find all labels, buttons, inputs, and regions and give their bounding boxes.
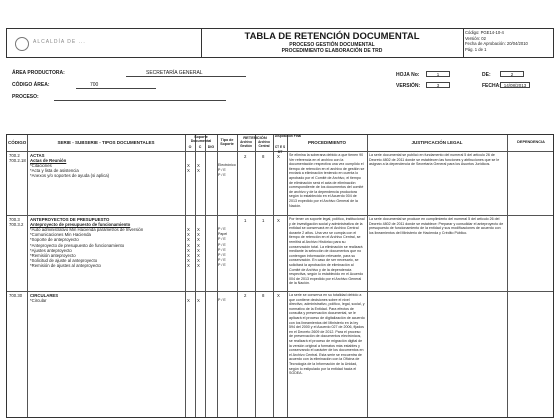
date-label: FECHA:: [482, 83, 501, 89]
row1-copy: X X: [197, 163, 200, 174]
process-subtitle: PROCESO GESTIÓN DOCUMENTAL: [289, 42, 375, 48]
row2-procedure: Por tener un soporte legal, político, institucional y de investigación social y administrativa de la entidad se conservará en el Archivo Central durante 2 años. Una vez se cumpla con el tiempo de retención en el Archivo Central, se remitirá al Archivo Histórico para su conservación total. La eliminación se realizará mediante la selección de documentos que no contengan información relevante, para su conservación. En caso de ser necesario, se solicitará la aprobación de eliminación al Comité de Archivo y de la dependencia respectiva, según lo establecido en el Acuerdo 004 de 2013 expedido por el Archivo General de la Nación.: [289, 217, 365, 286]
row2-series: ANTEPROYECTOS DE PRESUPUESTO: [30, 217, 110, 222]
row2-legal: La serie documental se produce en cumplimiento del numeral 5 del artículo 26 del Decreto 4802 de 2011 donde se establece: Preparar y consolidar el anteproyecto de presupuesto de funcionamiento de la entidad y sus modificaciones de acuerdo con los lineamientos del Ministerio de Hacienda y Crédito Público.: [369, 217, 504, 235]
row3-series: CIRCULARES: [30, 293, 59, 298]
version-value: 3: [426, 82, 450, 88]
row1-original: X X: [187, 163, 190, 174]
sheet-label: HOJA No:: [396, 72, 420, 78]
row1-subseries: Actas de Reunión: [30, 158, 67, 163]
col-support-dig: DIG: [207, 145, 215, 149]
code-label: CÓDIGO ÁREA:: [12, 82, 50, 88]
row3-ret-central: 8: [262, 293, 265, 298]
row2-disp-ct: X: [277, 218, 280, 223]
col-ret-gestion: Archivo Gestión: [240, 140, 252, 148]
row3-types: *Circular: [30, 298, 47, 303]
row1-ret-gestion: 2: [244, 154, 247, 159]
header-metadata: [465, 30, 528, 52]
header-title-block: [201, 29, 464, 57]
meta-code: Código: PGE14-10-4: [465, 30, 504, 35]
row2-original: X X X X X X X X: [187, 227, 190, 269]
col-support-o: O: [188, 145, 192, 149]
of-value: 2: [500, 71, 524, 77]
row1-code: 700.2: [9, 153, 20, 158]
logo-area: [7, 29, 202, 57]
col-support-type: Tipo de Soporte: [220, 138, 234, 147]
code-value: 700: [90, 82, 99, 88]
row1-subcode: 700.2.18: [9, 158, 26, 163]
col-final-disposition: Disposición Final: [274, 134, 302, 138]
col-retention: RETENCIÓN: [243, 135, 267, 140]
area-label: ÁREA PRODUCTORA:: [12, 70, 65, 76]
col-support: Soporte Documental: [190, 135, 212, 143]
meta-version: Versión: 02: [465, 35, 486, 41]
row3-copy: X: [197, 298, 200, 303]
col-procedure: PROCEDIMIENTO: [308, 140, 346, 145]
area-value: SECRETARÍA GENERAL: [146, 70, 203, 76]
row1-types: *Citaciones *Acta y lista de asistencia *Anexos y/o soportes de ayuda (si aplica): [30, 163, 110, 179]
process-label: PROCESO:: [12, 94, 39, 100]
document-title: TABLA DE RETENCIÓN DOCUMENTAL: [244, 31, 420, 42]
row1-legal: La serie documental se publicó en fundamento del numeral 5 del artículo 26 de Decreto 4802 de 2011 donde se establecen las funciones y atribuciones que se le asignan a la dependencia de Secretaría General para los Asuntos Jurídicos.: [369, 153, 500, 167]
col-ret-central: Archivo Central: [258, 140, 270, 148]
retention-table: [6, 134, 554, 418]
date-value: 14/08/2013: [500, 82, 530, 88]
row2-copy: X X X X X X X X: [197, 227, 200, 269]
row1-series: ACTAS: [30, 153, 45, 158]
coat-of-arms-icon: [15, 37, 29, 51]
row2-support-type: P / E Papel P / E P / E P / E P / E P / E P / E: [218, 227, 228, 268]
row3-procedure: La serie se conserva en su totalidad debido a que contiene decisiones sobre el nivel directivo, administrativo, político, legal, social, y normativo de la Entidad. Para efectos de consulta y preservación documental, se le aplicará el proceso de digitalización de acuerdo con los lineamientos del Ministerio en la ley 594 del 2000 y el Acuerdo 027 de 2006, fijados en el Decreto 2609 de 2012. Para el proceso de preservación de documentos electrónicos, se realizará el proceso de migración digital de la versión original a formatos más estables y conservando el carácter de los documentos en el Archivo Central. Esta serie se encuentra de acuerdo con la eliminación con la Oficina de Tecnología de la Información de la Unidad, según lo estipulado por la entidad hacia el SGDEA.: [289, 293, 365, 376]
row3-original: X: [187, 298, 190, 303]
logo-text: ALCALDÍA DE ...: [33, 39, 86, 45]
row2-ret-gestion: 1: [244, 218, 247, 223]
col-code: CÓDIGO: [8, 140, 27, 145]
col-dependency: DEPENDENCIA: [517, 140, 545, 144]
col-support-c: C: [198, 145, 202, 149]
meta-approval-date: Fecha de Aprobación: 20/04/2010: [465, 41, 528, 47]
meta-page: Pág. 1 de 1: [465, 46, 487, 52]
procedure-subtitle: PROCEDIMIENTO ELABORACIÓN DE TRD: [281, 48, 383, 54]
of-label: DE:: [482, 72, 491, 78]
row2-ret-central: 1: [262, 218, 265, 223]
document-header: [6, 28, 554, 58]
sheet-value: 1: [426, 71, 450, 77]
row1-procedure: Se elimina la soberana debido a que tienen 90 Ver referencia en el archivo con la documentación respectiva una vez cumplido el tiempo de retención en el archivo de gestión se enviará a eliminación teniendo en cuenta lo aprobado por el Comité de Archivo, el tiempo de eliminación será el acta de eliminación correspondiente de los documentos del comité de archivo y de la dependencia productora según lo establecido en el Acuerdo 004 de 2013 expedido por el Archivo General de la Nación.: [289, 153, 365, 208]
row2-types: *Auto administrativo Min Hacienda parámetros de Inversión *Comunicaciones Min Hacienda *Soporte de anteproyecto *Anteproyecto de presupuesto de funcionamiento *Ajustes anteproyecto *Remisión anteproyecto *Solicitud de ajuste al anteproyecto *Remisión de ajustes al anteproyecto: [30, 227, 144, 269]
col-disp-ct: CT E S MT: [274, 145, 286, 155]
row3-support-type: P / E: [218, 298, 226, 302]
row3-disp-ct: X: [277, 293, 280, 298]
row2-code: 700.3: [9, 217, 20, 222]
row2-subseries: Anteproyecto de presupuesto de funcionamiento: [30, 222, 131, 227]
row3-code: 700.30: [9, 293, 23, 298]
row1-disp-ct: X: [277, 154, 280, 159]
trd-page: [6, 20, 554, 418]
row3-ret-gestion: 2: [244, 293, 247, 298]
row2-subcode: 700.3.2: [9, 222, 24, 227]
row1-ret-central: 8: [262, 154, 265, 159]
col-legal: JUSTIFICACIÓN LEGAL: [411, 140, 463, 145]
col-series: SERIE - SUBSERIE - TIPOS DOCUMENTALES: [57, 140, 155, 145]
version-label: VERSIÓN:: [396, 83, 421, 89]
row1-support-type: Electrónico P / E P / E: [218, 163, 236, 178]
